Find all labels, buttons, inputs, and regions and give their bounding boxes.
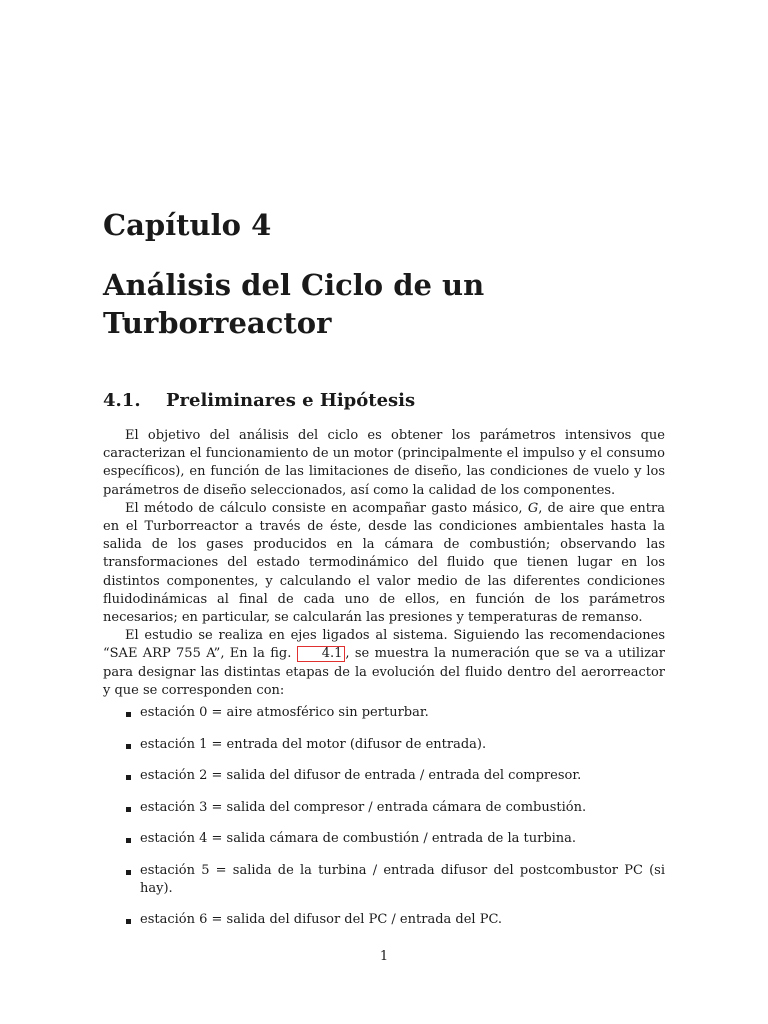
station-text: estación 5 = salida de la turbina / entrada difusor del postcombustor PC (si hay). bbox=[140, 862, 665, 896]
list-item bbox=[103, 799, 665, 817]
bullet-square-icon bbox=[126, 919, 131, 924]
paragraph-method-text-start: El método de cálculo consiste en acompañar gasto másico, bbox=[125, 500, 528, 516]
section-title: Preliminares e Hipótesis bbox=[166, 390, 416, 411]
chapter-label: Capítulo 4 bbox=[103, 208, 272, 242]
bullet-square-icon bbox=[126, 807, 131, 812]
list-item bbox=[103, 767, 665, 785]
station-text: estación 6 = salida del difusor del PC / entrada del PC. bbox=[140, 912, 503, 928]
figure-reference-link[interactable]: 4.1 bbox=[297, 646, 346, 662]
station-text: estación 3 = salida del compresor / entrada cámara de combustión. bbox=[140, 799, 587, 815]
paragraph-method bbox=[103, 500, 665, 627]
station-list bbox=[103, 704, 665, 943]
list-item bbox=[103, 830, 665, 848]
station-text: estación 4 = salida cámara de combustión / entrada de la turbina. bbox=[140, 831, 577, 846]
station-text: estación 0 = aire atmosférico sin perturbar. bbox=[140, 705, 429, 720]
bullet-square-icon bbox=[126, 712, 131, 717]
paragraph-study-text-start: El estudio se realiza en ejes ligados al sistema. Siguiendo las recomendaciones “SAE ARP 755 A”, En la fig. bbox=[103, 628, 665, 662]
bullet-square-icon bbox=[126, 870, 131, 875]
bullet-square-icon bbox=[126, 775, 131, 780]
mass-flow-variable: G bbox=[527, 500, 539, 516]
paragraph-study bbox=[103, 627, 665, 700]
list-item bbox=[103, 862, 665, 898]
paragraph-method-text-end: , de aire que entra en el Turborreactor a través de éste, desde las condiciones ambientales hasta la salida de los gases producidos en la cámara de combustión; observando las transformaciones del estado termodinámico del fluido que tienen lugar en los distintos componentes, y calculando el valor medio de las diferentes condiciones fluidodinámicas al final de cada uno de ellos, en función de los parámetros necesarios; en particular, se calcularán las presiones y temperaturas de remanso. bbox=[103, 500, 665, 626]
list-item bbox=[103, 736, 665, 754]
chapter-title: Análisis del Ciclo de un Turborreactor bbox=[103, 268, 485, 340]
paragraph-study-text-end: , se muestra la numeración que se va a utilizar para designar las distintas etapas de la evolución del fluido dentro del aerorreactor y que se corresponden con: bbox=[103, 646, 665, 698]
station-text: estación 2 = salida del difusor de entrada / entrada del compresor. bbox=[140, 768, 582, 783]
section-number: 4.1. bbox=[103, 390, 141, 411]
bullet-square-icon bbox=[126, 838, 131, 843]
section-heading bbox=[103, 387, 415, 415]
list-item bbox=[103, 704, 665, 722]
bullet-square-icon bbox=[126, 744, 131, 749]
body-text bbox=[103, 427, 665, 700]
paragraph-objective: El objetivo del análisis del ciclo es obtener los parámetros intensivos que caracterizan el funcionamiento de un motor (principalmente el impulso y el consumo específicos), en función de las limitaciones de diseño, las condiciones de vuelo y los parámetros de diseño seleccionados, así como la calidad de los componentes. bbox=[103, 428, 665, 498]
page-number: 1 bbox=[379, 949, 389, 964]
list-item bbox=[103, 911, 665, 929]
station-text: estación 1 = entrada del motor (difusor de entrada). bbox=[140, 736, 487, 752]
